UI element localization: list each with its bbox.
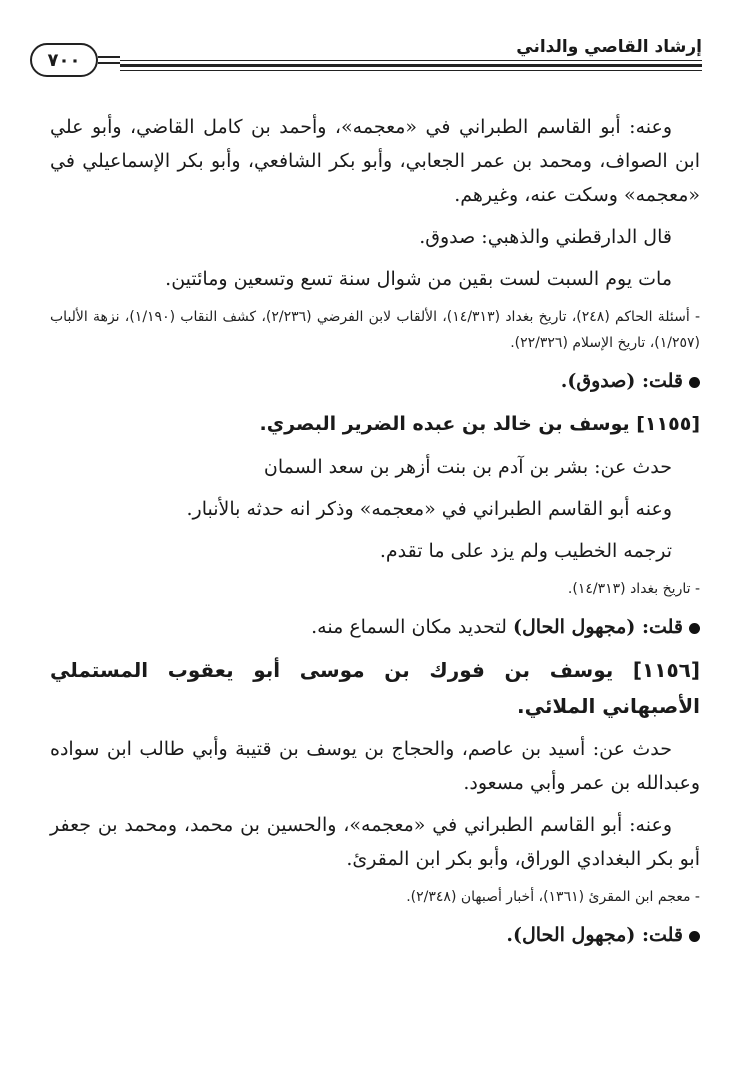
page-body [50, 110, 700, 960]
narrators-from-paragraph: وعنه أبو القاسم الطبراني في «معجمه» وذكر انه حدثه بالأنبار. [186, 498, 672, 520]
narrated-from-paragraph: حدث عن: أسيد بن عاصم، والحجاج بن يوسف بن قتيبة وأبي طالب ابن سواده وعبدالله بن عمر وأبي مسعود. [50, 738, 700, 794]
verdict-line [50, 364, 700, 398]
bullet-icon [689, 931, 700, 942]
page-header [30, 36, 702, 80]
bullet-icon [689, 377, 700, 388]
bullet-icon [689, 623, 700, 634]
entry-heading-1155: [١١٥٥] يوسف بن خالد بن عبده الضرير البصري. [259, 413, 700, 435]
narrated-from-paragraph: حدث عن: بشر بن آدم بن بنت أزهر بن سعد السمان [263, 456, 672, 478]
running-title: إرشاد القاصي والداني [516, 37, 702, 57]
badge-tail [98, 62, 120, 64]
verdict-line [50, 610, 700, 644]
entry-heading-1156: [١١٥٦] يوسف بن فورك بن موسى أبو يعقوب المستملي الأصبهاني الملائي. [50, 658, 700, 718]
narrators-from-paragraph: وعنه: أبو القاسم الطبراني في «معجمه»، وأحمد بن كامل القاضي، وأبو علي ابن الصواف، ومحمد بن عمر الجعابي، وأبو بكر الشافعي، وأبو بكر الإسماعيلي في «معجمه» وسكت عنه، وغيرهم. [50, 116, 700, 206]
page-number-badge: ٧٠٠ [30, 43, 98, 77]
narrators-from-paragraph: وعنه: أبو القاسم الطبراني في «معجمه»، والحسين بن محمد، ومحمد بن جعفر أبو بكر البغدادي الوراق، وأبو بكر ابن المقرئ. [50, 814, 700, 870]
verdict-text: قلت: (مجهول الحال). [506, 924, 683, 946]
badge-tail [98, 56, 120, 58]
death-paragraph: مات يوم السبت لست بقين من شوال سنة تسع وتسعين ومائتين. [165, 268, 672, 290]
verdict-text: قلت: (مجهول الحال) [513, 616, 683, 638]
header-rule [120, 64, 702, 67]
footnote-sources: - معجم ابن المقرئ (١٣٦١)، أخبار أصبهان (٢/٣٤٨). [406, 889, 700, 905]
grading-paragraph: قال الدارقطني والذهبي: صدوق. [419, 226, 672, 248]
header-rule [120, 60, 702, 61]
footnote-sources: - أسئلة الحاكم (٢٤٨)، تاريخ بغداد (١٤/٣١٣)، الألقاب لابن الفرضي (٢/٢٣٦)، كشف النقاب (١/١٩٠)، نزهة الألباب (١/٢٥٧)، تاريخ الإسلام (٢٢/٣٢٦). [50, 309, 700, 351]
header-rule [120, 70, 702, 71]
verdict-line [50, 918, 700, 952]
verdict-text: قلت: (صدوق). [560, 370, 683, 392]
verdict-note: لتحديد مكان السماع منه. [311, 616, 513, 638]
biography-paragraph: ترجمه الخطيب ولم يزد على ما تقدم. [379, 540, 672, 562]
footnote-sources: - تاريخ بغداد (١٤/٣١٣). [567, 581, 700, 597]
